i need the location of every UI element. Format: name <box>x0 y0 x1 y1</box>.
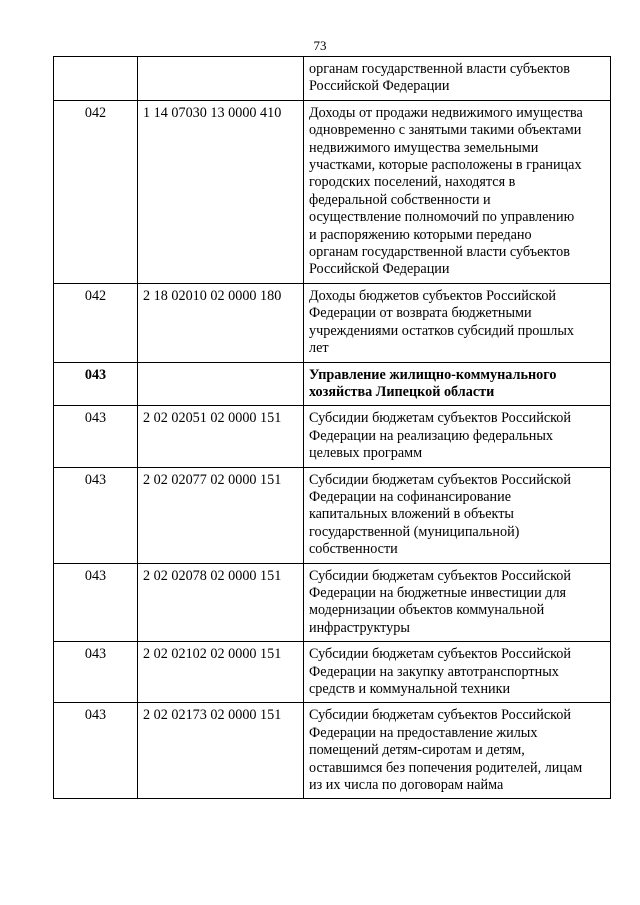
revenue-name-line: Субсидии бюджетам субъектов Российской <box>309 567 571 584</box>
revenue-name-cell <box>304 57 611 101</box>
revenue-name-line: целевых программ <box>309 445 423 462</box>
revenue-name-line: государственной (муниципальной) <box>309 523 520 540</box>
revenue-name-line: Доходы от продажи недвижимого имущества <box>309 104 583 121</box>
revenue-name-line: Управление жилищно-коммунального <box>309 366 557 383</box>
revenue-name-line: городских поселений, находятся в <box>309 174 516 191</box>
revenue-name-line: модернизации объектов коммунальной <box>309 602 545 619</box>
revenue-name-line: Федерации на бюджетные инвестиции для <box>309 584 567 601</box>
budget-classification-code-cell: 2 02 02102 02 0000 151 <box>138 642 304 703</box>
revenue-name-line: осуществление полномочий по управлению <box>309 209 575 226</box>
revenue-name-line: капитальных вложений в объекты <box>309 506 514 523</box>
revenue-name-line: Доходы бюджетов субъектов Российской <box>309 287 557 304</box>
administrator-code-cell: 043 <box>54 703 138 799</box>
table-row <box>54 362 611 406</box>
revenue-name-line: учреждениями остатков субсидий прошлых <box>309 322 575 339</box>
revenue-name-cell <box>304 642 611 703</box>
revenue-name-line: лет <box>309 340 329 357</box>
table-row <box>54 283 611 362</box>
budget-classification-code-cell <box>138 57 304 101</box>
revenue-name-line: оставшимся без попечения родителей, лицам <box>309 759 583 776</box>
revenue-name-line: одновременно с занятыми такими объектами <box>309 122 582 139</box>
budget-classification-code-cell: 2 02 02051 02 0000 151 <box>138 406 304 467</box>
table-row <box>54 467 611 563</box>
revenue-name-line: Федерации от возврата бюджетными <box>309 305 532 322</box>
revenue-name-line: Российской Федерации <box>309 261 450 278</box>
administrator-code-cell: 042 <box>54 100 138 283</box>
revenue-name-line: Субсидии бюджетам субъектов Российской <box>309 471 571 488</box>
administrator-code-cell: 043 <box>54 563 138 642</box>
budget-classification-code-cell: 2 02 02077 02 0000 151 <box>138 467 304 563</box>
revenue-name-line: Федерации на предоставление жилых <box>309 724 538 741</box>
budget-classification-code-cell: 2 18 02010 02 0000 180 <box>138 283 304 362</box>
revenue-name-line: из их числа по договорам найма <box>309 777 504 794</box>
revenue-name-cell <box>304 467 611 563</box>
administrator-code-cell: 043 <box>54 642 138 703</box>
revenue-name-cell <box>304 362 611 406</box>
table-row <box>54 642 611 703</box>
budget-classification-code-cell: 1 14 07030 13 0000 410 <box>138 100 304 283</box>
budget-classification-code-cell <box>138 362 304 406</box>
revenue-name-cell <box>304 100 611 283</box>
administrator-code-cell: 043 <box>54 406 138 467</box>
table-body <box>54 57 611 799</box>
administrator-code-cell: 043 <box>54 362 138 406</box>
revenue-name-line: органам государственной власти субъектов <box>309 244 570 261</box>
revenue-name-line: органам государственной власти субъектов <box>309 61 570 77</box>
budget-classification-code-cell: 2 02 02078 02 0000 151 <box>138 563 304 642</box>
revenue-name-cell <box>304 563 611 642</box>
administrator-code-cell: 043 <box>54 467 138 563</box>
revenue-name-line: Федерации на реализацию федеральных <box>309 427 553 444</box>
revenue-name-line: участками, которые расположены в границах <box>309 157 582 174</box>
revenue-name-line: и распоряжению которыми передано <box>309 226 532 243</box>
revenue-name-cell <box>304 283 611 362</box>
revenue-name-line: помещений детям-сиротам и детям, <box>309 742 525 759</box>
revenue-name-line: средств и коммунальной техники <box>309 681 511 697</box>
revenue-name-line: Субсидии бюджетам субъектов Российской <box>309 707 571 724</box>
table-row <box>54 703 611 799</box>
budget-classification-code-cell: 2 02 02173 02 0000 151 <box>138 703 304 799</box>
revenue-name-line: недвижимого имущества земельными <box>309 139 539 156</box>
table-row <box>54 406 611 467</box>
revenue-name-cell <box>304 703 611 799</box>
revenue-name-cell <box>304 406 611 467</box>
budget-classification-table <box>53 56 611 799</box>
revenue-name-line: Российской Федерации <box>309 78 450 95</box>
revenue-name-line: Субсидии бюджетам субъектов Российской <box>309 646 571 663</box>
revenue-name-line: хозяйства Липецкой области <box>309 383 495 400</box>
administrator-code-cell: 042 <box>54 283 138 362</box>
page-number: 73 <box>313 38 327 53</box>
revenue-name-line: федеральной собственности и <box>309 191 491 208</box>
administrator-code-cell <box>54 57 138 101</box>
revenue-name-line: Субсидии бюджетам субъектов Российской <box>309 410 571 427</box>
revenue-name-line: инфраструктуры <box>309 619 410 636</box>
revenue-name-line: Федерации на закупку автотранспортных <box>309 663 559 680</box>
table-row <box>54 563 611 642</box>
table-row <box>54 57 611 101</box>
revenue-name-line: собственности <box>309 541 398 558</box>
revenue-name-line: Федерации на софинансирование <box>309 488 512 505</box>
table-row <box>54 100 611 283</box>
